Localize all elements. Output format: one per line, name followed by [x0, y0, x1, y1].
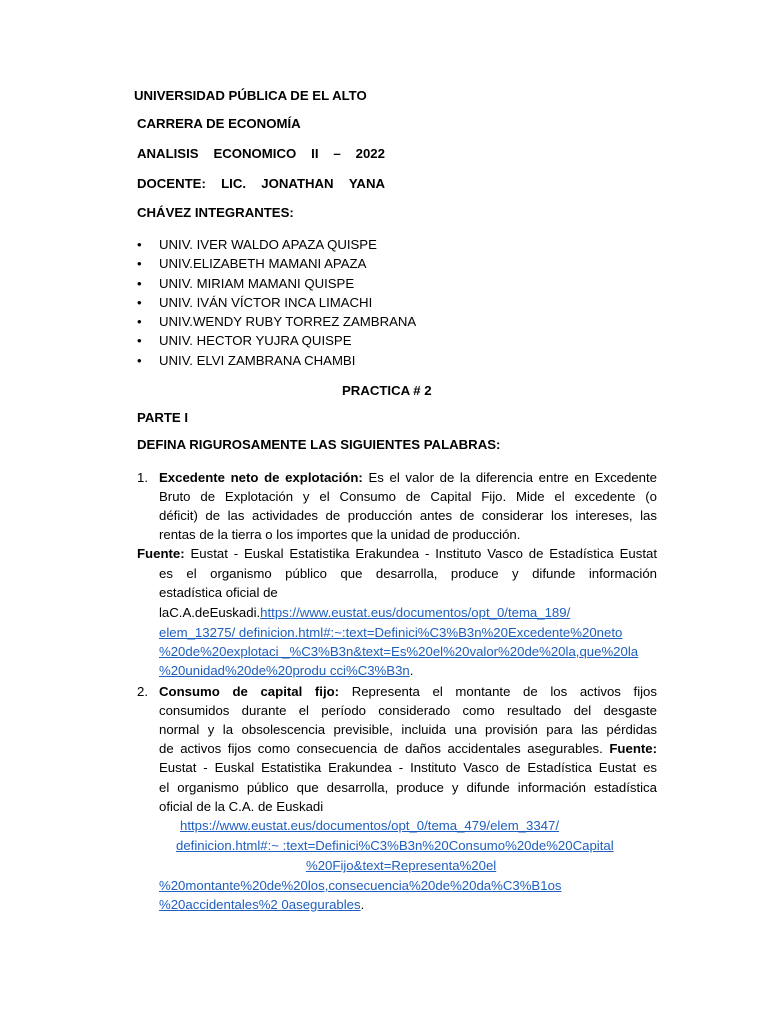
source-label: Fuente:: [137, 546, 185, 561]
bullet-icon: •: [137, 276, 142, 291]
source-prefix: laC.A.deEuskadi.: [159, 605, 261, 620]
item-number: 1.: [137, 470, 148, 485]
part-title: PARTE I: [137, 410, 189, 425]
university-name: UNIVERSIDAD PÚBLICA DE EL ALTO: [134, 88, 367, 103]
bullet-icon: •: [137, 314, 142, 329]
teacher-word: DOCENTE:: [137, 176, 206, 191]
end-punct: .: [360, 897, 365, 912]
source-link[interactable]: https://www.eustat.eus/documentos/opt_0/tema_189/: [260, 605, 571, 620]
member-name: UNIV. ELVI ZAMBRANA CHAMBI: [159, 353, 356, 368]
definition-line: consumidos durante el período considerado como resultado del desgaste: [159, 703, 657, 718]
definition-text: Representa el montante de los activos fijos: [351, 684, 657, 699]
course-word: –: [333, 146, 341, 161]
source-line: estadística oficial de: [159, 585, 278, 600]
course-line: [137, 146, 385, 161]
source-link[interactable]: %20de%20explotaci _%C3%B3n&text=Es%20el%20valor%20de%20la,que%20la: [159, 644, 639, 659]
member-name: UNIV. IVÁN VÍCTOR INCA LIMACHI: [159, 295, 373, 310]
teacher-line: [137, 176, 385, 191]
source-line: [159, 605, 570, 620]
definition-line: Bruto de Explotación y el Consumo de Capital Fijo. Mide el excedente (o: [159, 489, 657, 504]
bullet-icon: •: [137, 256, 142, 271]
definition-line: déficit) de las actividades de producción antes de considerar los intereses, las: [159, 508, 657, 523]
member-name: UNIV. IVER WALDO APAZA QUISPE: [159, 237, 377, 252]
bullet-icon: •: [137, 333, 142, 348]
bullet-icon: •: [137, 295, 142, 310]
members-label: CHÁVEZ INTEGRANTES:: [137, 205, 294, 220]
end-punct: .: [409, 663, 414, 678]
definition-line: rentas de la tierra o los importes que la unidad de producción.: [159, 527, 521, 542]
course-word: ECONOMICO: [213, 146, 297, 161]
instruction-text: DEFINA RIGUROSAMENTE LAS SIGUIENTES PALABRAS:: [137, 437, 501, 452]
source-link[interactable]: %20montante%20de%20los,consecuencia%20de%20da%C3%B1os: [159, 878, 562, 893]
source-line: el organismo público que desarrolla, produce y difunde información estadística: [159, 780, 657, 795]
term: Consumo de capital fijo:: [159, 684, 340, 699]
bullet-icon: •: [137, 353, 142, 368]
source-link[interactable]: definicion.html#:~ :text=Definici%C3%B3n%20Consumo%20de%20Capital: [176, 838, 614, 853]
definition-line: normal y la obsolescencia previsible, incluida una provisión para las pérdidas: [159, 722, 657, 737]
definition-text: de activos fijos como consecuencia de daños accidentales asegurables.: [159, 741, 603, 756]
course-word: ANALISIS: [137, 146, 199, 161]
source-line: Eustat - Euskal Estatistika Erakundea - Instituto Vasco de Estadística Eustat es: [159, 760, 657, 775]
source-text: Eustat - Euskal Estatistika Erakundea - Instituto Vasco de Estadística Eustat: [190, 546, 658, 561]
course-word: 2022: [355, 146, 385, 161]
teacher-word: LIC.: [221, 176, 247, 191]
practice-title: PRACTICA # 2: [342, 383, 432, 398]
source-label: Fuente:: [609, 741, 657, 756]
source-link[interactable]: %20accidentales%2 0asegurables: [159, 897, 361, 912]
definition-line: [159, 470, 657, 485]
member-name: UNIV. MIRIAM MAMANI QUISPE: [159, 276, 355, 291]
bullet-icon: •: [137, 237, 142, 252]
teacher-word: JONATHAN: [261, 176, 334, 191]
source-link[interactable]: https://www.eustat.eus/documentos/opt_0/tema_479/elem_3347/: [180, 818, 560, 833]
teacher-word: YANA: [348, 176, 385, 191]
source-link[interactable]: %20Fijo&text=Representa%20el: [306, 858, 497, 873]
member-name: UNIV.ELIZABETH MAMANI APAZA: [159, 256, 367, 271]
course-word: II: [311, 146, 319, 161]
definition-line: [159, 684, 657, 699]
source-line: [137, 546, 657, 561]
term: Excedente neto de explotación:: [159, 470, 363, 485]
source-link[interactable]: elem_13275/ definicion.html#:~:text=Definici%C3%B3n%20Excedente%20neto: [159, 625, 623, 640]
career-name: CARRERA DE ECONOMÍA: [137, 116, 301, 131]
source-line: [159, 897, 364, 912]
source-link[interactable]: %20unidad%20de%20produ cci%C3%B3n: [159, 663, 410, 678]
source-line: es el organismo público que desarrolla, produce y difunde información: [159, 566, 657, 581]
member-name: UNIV.WENDY RUBY TORREZ ZAMBRANA: [159, 314, 417, 329]
member-name: UNIV. HECTOR YUJRA QUISPE: [159, 333, 352, 348]
definition-line: [159, 741, 657, 756]
definition-text: Es el valor de la diferencia entre en Excedente: [368, 470, 657, 485]
source-line: [159, 663, 413, 678]
source-line: oficial de la C.A. de Euskadi: [159, 799, 324, 814]
item-number: 2.: [137, 684, 148, 699]
